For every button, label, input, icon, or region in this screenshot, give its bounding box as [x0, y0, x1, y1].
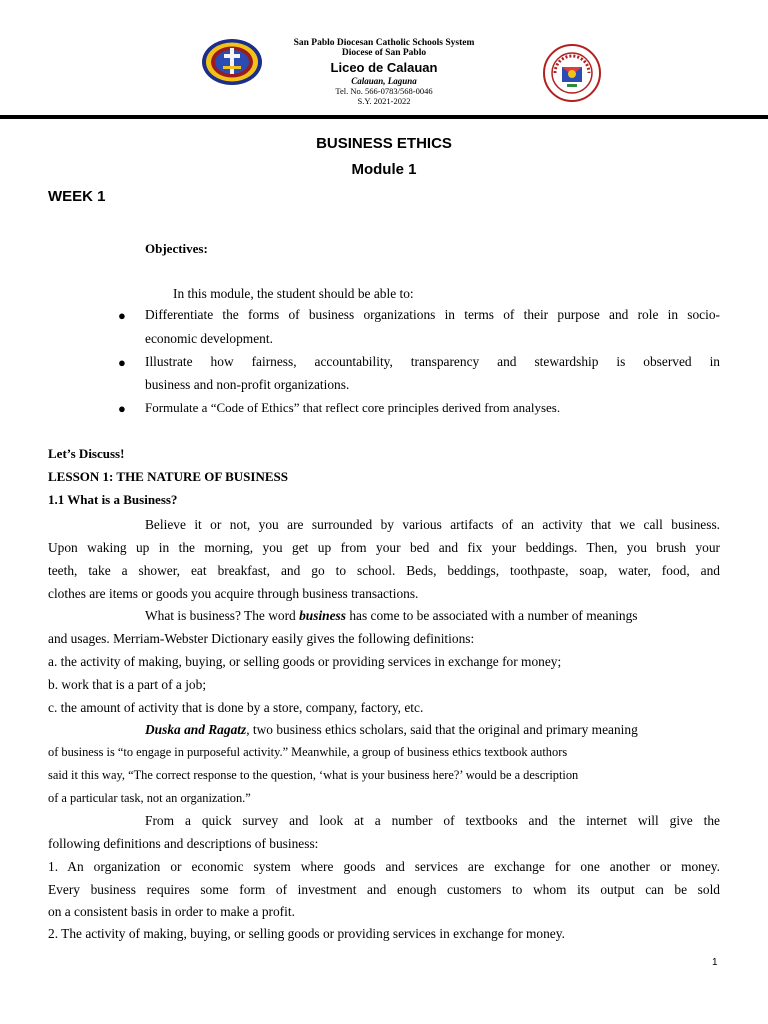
header-tel: Tel. No. 566-0783/568-0046	[335, 86, 433, 96]
objectives-intro: In this module, the student should be able to:	[173, 286, 414, 301]
header-location: Calauan, Laguna	[351, 76, 417, 86]
bullet-icon: ●	[118, 308, 126, 323]
definition-item: a. the activity of making, buying, or selling goods or providing services in exchange for money;	[48, 654, 562, 669]
definition-item: b. work that is a part of a job;	[48, 677, 207, 692]
paragraph-line: Duska and Ragatz, two business ethics scholars, said that the original and primary meaning	[145, 722, 638, 737]
bullet-icon: ●	[118, 355, 126, 370]
section-heading: 1.1 What is a Business?	[48, 492, 178, 507]
emphasis-text: business	[299, 608, 346, 623]
page-number: 1	[712, 957, 718, 968]
objective-item: Differentiate the forms of business organizations in terms of their purpose and role in socio-	[145, 307, 720, 322]
list-item: Every business requires some form of investment and enough customers to whom its output can be sold	[48, 882, 720, 897]
header-system: San Pablo Diocesan Catholic Schools System	[293, 38, 475, 48]
list-item: 2. The activity of making, buying, or selling goods or providing services in exchange for money.	[48, 926, 565, 941]
header-school-name: Liceo de Calauan	[330, 60, 438, 75]
list-item: on a consistent basis in order to make a profit.	[48, 904, 295, 919]
paragraph-line: Believe it or not, you are surrounded by various artifacts of an activity that we call business.	[145, 517, 720, 532]
objective-item: business and non-profit organizations.	[145, 377, 350, 392]
paragraph-line: From a quick survey and look at a number of textbooks and the internet will give the	[145, 813, 720, 828]
header-divider	[0, 115, 768, 119]
discuss-heading: Let’s Discuss!	[48, 446, 125, 461]
paragraph-line: of business is “to engage in purposeful activity.” Meanwhile, a group of business ethics textbook authors	[48, 745, 568, 759]
paragraph-line: clothes are items or goods you acquire through business transactions.	[48, 586, 419, 601]
bullet-icon: ●	[118, 401, 126, 416]
doc-title: BUSINESS ETHICS	[316, 135, 452, 152]
paragraph-line: Upon waking up in the morning, you get up from your bed and fix your beddings. Then, you brush your	[48, 540, 720, 555]
emphasis-text: Duska and Ragatz	[145, 722, 247, 737]
list-item: 1. An organization or economic system where goods and services are exchange for one another or money.	[48, 859, 720, 874]
lesson-heading: LESSON 1: THE NATURE OF BUSINESS	[48, 469, 288, 484]
paragraph-line: of a particular task, not an organization.”	[48, 791, 251, 805]
paragraph-line	[145, 604, 720, 627]
paragraph-line: following definitions and descriptions of business:	[48, 836, 319, 851]
objective-item: Illustrate how fairness, accountability, transparency and stewardship is observed in	[145, 354, 720, 369]
paragraph-text: What is business? The word business has come to be associated with a number of meanings	[145, 608, 638, 623]
module-title: Module 1	[351, 161, 417, 178]
paragraph-line: and usages. Merriam-Webster Dictionary easily gives the following definitions:	[48, 631, 475, 646]
header-school-year: S.Y. 2021-2022	[357, 96, 411, 106]
paragraph-line: said it this way, “The correct response to the question, ‘what is your business here?’ would be a description	[48, 768, 579, 782]
header-diocese: Diocese of San Pablo	[341, 48, 427, 58]
definition-item: c. the amount of activity that is done by a store, company, factory, etc.	[48, 700, 424, 715]
objective-item: Formulate a “Code of Ethics” that reflect core principles derived from analyses.	[145, 400, 561, 415]
objectives-heading: Objectives:	[145, 241, 208, 256]
objective-item: economic development.	[145, 331, 273, 346]
paragraph-line: teeth, take a shower, eat breakfast, and go to school. Beds, beddings, toothpaste, soap, water, food, and	[48, 563, 720, 578]
week-label: WEEK 1	[48, 188, 106, 205]
